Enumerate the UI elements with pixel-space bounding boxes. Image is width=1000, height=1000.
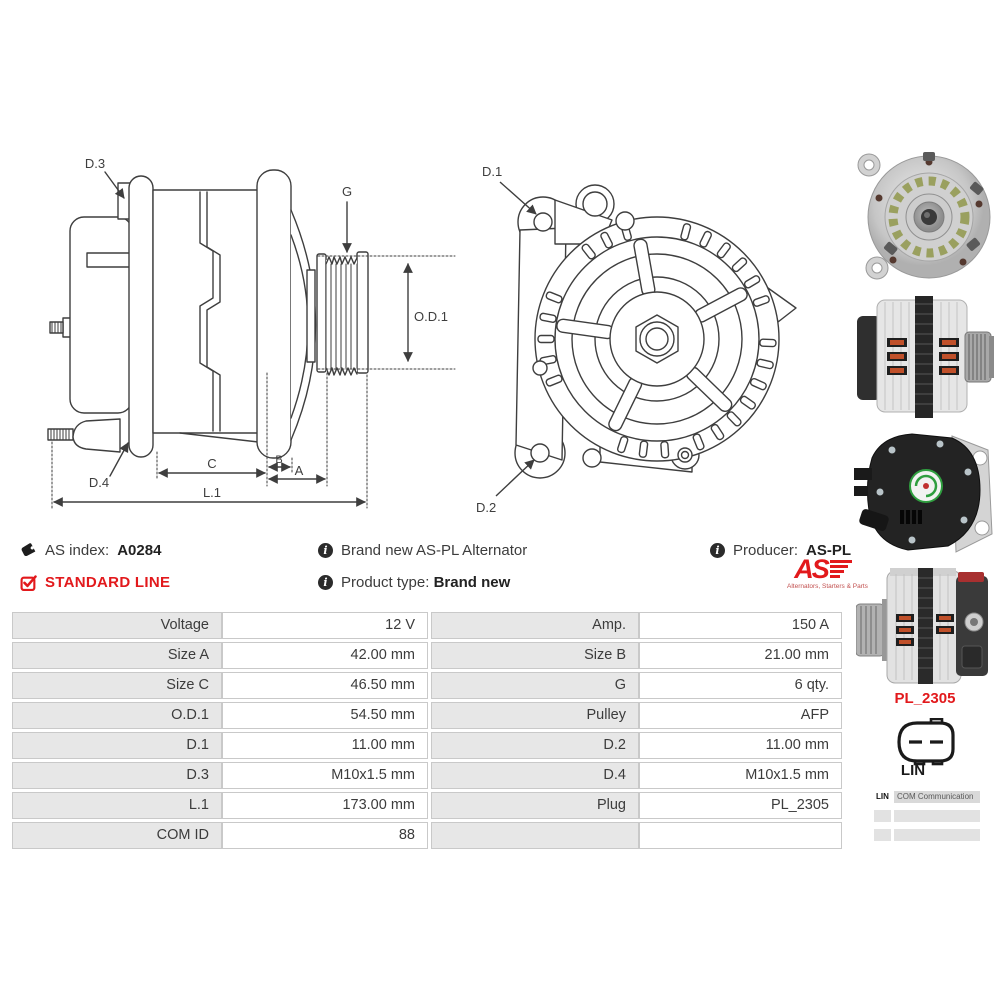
info-icon: i <box>710 543 725 558</box>
hole-d2 <box>531 444 549 462</box>
table-row <box>12 822 845 849</box>
dim-label-d1: D.1 <box>482 164 503 179</box>
spec-table <box>12 612 845 852</box>
standard-line-label: STANDARD LINE <box>45 573 171 591</box>
spec-value: 11.00 mm <box>222 732 428 759</box>
com-col2-header: COM Communication <box>894 791 980 803</box>
table-row <box>12 732 845 759</box>
table-row <box>12 702 845 729</box>
spec-value: PL_2305 <box>639 792 842 819</box>
as-index-label: AS index: <box>45 541 110 559</box>
info-icon: i <box>318 543 333 558</box>
pulley <box>317 252 368 375</box>
table-row <box>12 642 845 669</box>
spec-value: 42.00 mm <box>222 642 428 669</box>
dim-label-d3: D.3 <box>84 156 106 171</box>
front-bracket <box>257 170 291 458</box>
rear-housing <box>70 217 132 413</box>
product-photo-side-left-pulley <box>856 566 992 688</box>
hole-d1 <box>534 213 552 231</box>
product-photo-front <box>855 144 995 292</box>
dim-label-l1: L.1 <box>202 485 222 500</box>
spec-label: D.2 <box>431 732 639 759</box>
spec-label: O.D.1 <box>12 702 222 729</box>
fan-plate <box>307 270 315 362</box>
spec-value: 88 <box>222 822 428 849</box>
plug-name: PL_2305 <box>894 690 956 707</box>
info-icon: i <box>318 575 333 590</box>
spec-label: Size B <box>431 642 639 669</box>
producer-value: AS-PL <box>806 541 852 559</box>
table-row <box>12 672 845 699</box>
product-type-line <box>318 572 510 592</box>
tag-icon <box>20 542 37 559</box>
spec-label: Amp. <box>431 612 639 639</box>
dim-label-od1: O.D.1 <box>414 309 448 324</box>
spec-value: 11.00 mm <box>639 732 842 759</box>
table-row <box>12 792 845 819</box>
dim-label-d4: D.4 <box>88 475 110 490</box>
spec-label <box>431 822 639 849</box>
com-table-header <box>874 791 980 803</box>
description-text: Brand new AS-PL Alternator <box>341 541 528 559</box>
dim-label-g: G <box>341 184 353 199</box>
spec-label: Size C <box>12 672 222 699</box>
spec-label: L.1 <box>12 792 222 819</box>
spec-label: COM ID <box>12 822 222 849</box>
spec-label: Size A <box>12 642 222 669</box>
dim-label-b: B <box>275 454 283 466</box>
product-type-label: Product type: <box>341 573 430 591</box>
table-row <box>12 612 845 639</box>
spec-value: 6 qty. <box>639 672 842 699</box>
spec-value: 21.00 mm <box>639 642 842 669</box>
spec-label: Plug <box>431 792 639 819</box>
rear-cap <box>73 419 120 452</box>
plug-connector-icon <box>893 718 959 766</box>
as-logo-stripes <box>830 560 852 578</box>
product-photo-side-right-pulley <box>855 294 997 422</box>
com-table-row <box>874 829 980 841</box>
spec-value: 54.50 mm <box>222 702 428 729</box>
front-view-drawing <box>460 140 820 535</box>
product-photo-rear <box>852 428 998 560</box>
producer-label: Producer: <box>733 541 799 559</box>
product-type-value: Brand new <box>433 573 511 591</box>
spec-value <box>639 822 842 849</box>
spec-value: M10x1.5 mm <box>639 762 842 789</box>
com-table-row <box>874 810 980 822</box>
spec-value: 12 V <box>222 612 428 639</box>
com-col1-header: LIN <box>874 791 891 803</box>
standard-line <box>20 572 170 592</box>
spec-label: G <box>431 672 639 699</box>
rear-bracket <box>129 176 153 457</box>
side-view-drawing <box>30 140 460 525</box>
as-pl-logo <box>787 554 868 590</box>
com-communication-table <box>874 791 980 841</box>
spec-value: AFP <box>639 702 842 729</box>
checkbox-checked-icon <box>20 574 37 591</box>
dim-label-c: C <box>207 456 217 471</box>
description-line <box>318 540 527 560</box>
as-index-value: A0284 <box>117 541 162 559</box>
as-logo-text: AS <box>794 554 828 584</box>
table-row <box>12 762 845 789</box>
spec-value: M10x1.5 mm <box>222 762 428 789</box>
stator-body <box>153 190 267 433</box>
spec-label: Pulley <box>431 702 639 729</box>
as-index-line <box>20 540 161 560</box>
spec-label: Voltage <box>12 612 222 639</box>
dim-label-d2: D.2 <box>476 500 497 515</box>
plug-type-label: LIN <box>900 762 926 779</box>
dim-label-a: A <box>294 463 304 478</box>
spec-value: 173.00 mm <box>222 792 428 819</box>
spec-label: D.4 <box>431 762 639 789</box>
terminal-stud-d4 <box>48 429 73 440</box>
spec-label: D.1 <box>12 732 222 759</box>
spec-value: 150 A <box>639 612 842 639</box>
spec-label: D.3 <box>12 762 222 789</box>
spec-value: 46.50 mm <box>222 672 428 699</box>
as-logo-tagline: Alternators, Starters & Parts <box>787 583 868 590</box>
